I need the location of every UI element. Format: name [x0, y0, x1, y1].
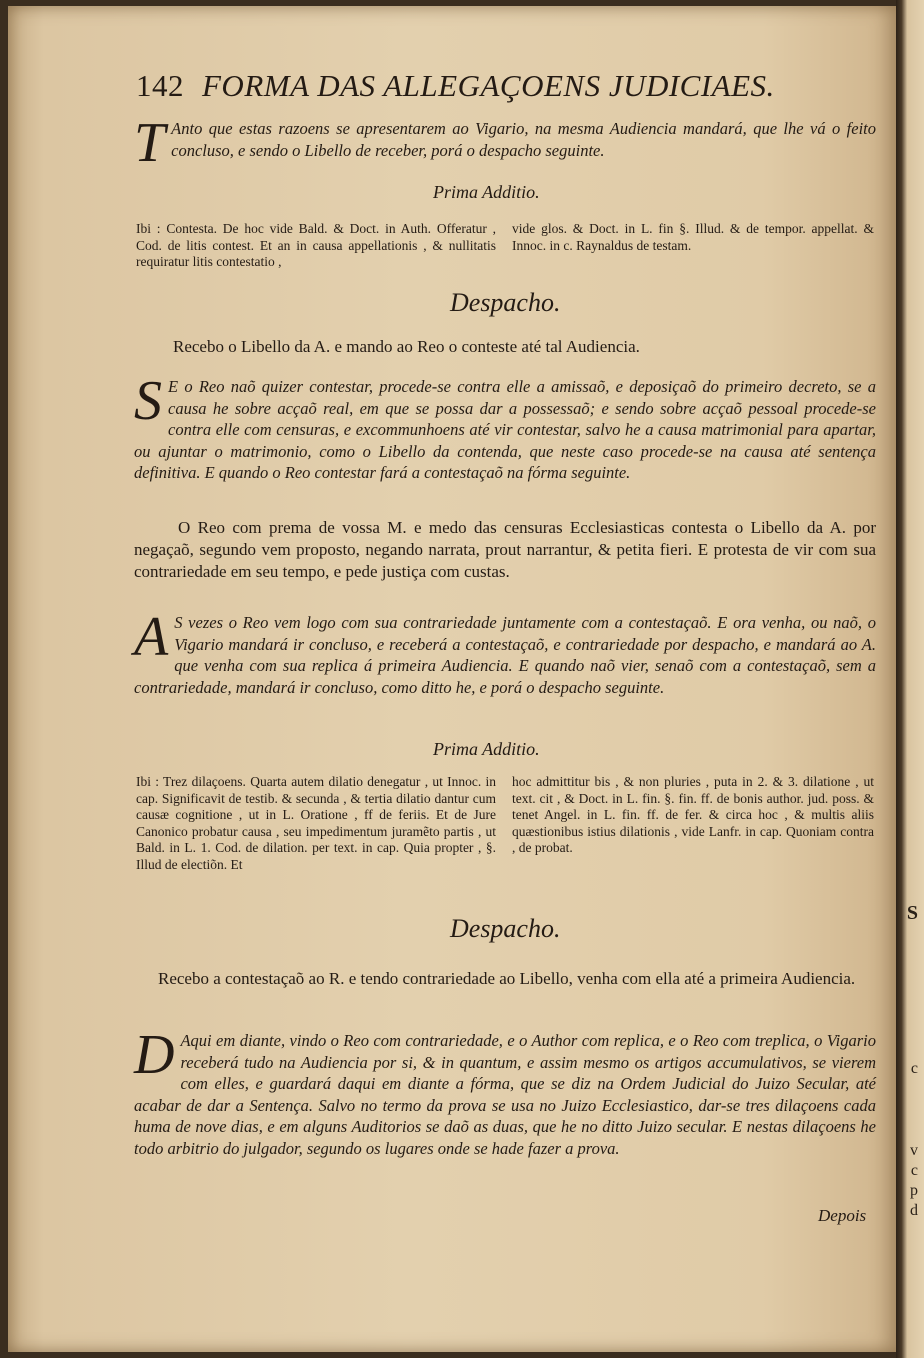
paragraph-2 — [134, 370, 876, 484]
drop-cap: T — [134, 112, 166, 174]
drop-cap: D — [134, 1024, 175, 1086]
despacho-heading: Despacho. — [450, 288, 561, 317]
paragraph-text: E o Reo naõ quizer contestar, procede-se contra elle a amissaõ, e deposiçaõ do primeiro decreto, se a causa he sobre acçaõ real, em que se possa dar a possessaõ; e sendo sobre acçaõ pessoal procede-se contra elle com censuras, e excommunhoens até vir contestar, salvo he a causa matrimonial para apartar, ou ajuntar o matrimonio, como o Libello da contenda, que neste caso procede-se na causa até sentença definitiva. E quando o Reo contestar fará a contestaçaõ na fórma seguinte. — [134, 377, 876, 483]
edge-letter: v — [910, 1142, 918, 1159]
paragraph-text: Aqui em diante, vindo o Reo com contrariedade, e o Author com replica, e o Reo com treplica, o Vigario receberá tudo na Audiencia por si, & in quantum, e assim mesmo os artigos accumulativos, se vierem com elles, e guardará daqui em diante a fórma, que se diz na Ordem Judicial do Juizo Secular, até acabar de dar a Sentença. Salvo no termo da prova se usa no Juizo Ecclesiastico, dar-se tres dilaçoens cada huma de nove dias, e em alguns Auditorios se daõ as duas, que he no ditto Juizo secular. E nestas dilaçoens he todo arbitrio do julgador, segundo os lugares onde se hade fazer a prova. — [134, 1031, 876, 1158]
edge-letter: c — [910, 1162, 918, 1179]
note-right-column: vide glos. & Doct. in L. fin §. Illud. & de tempor. appellat. & Innoc. in c. Raynaldus de testam. — [512, 221, 874, 253]
edge-letter: S — [906, 902, 918, 924]
paragraph-text: S vezes o Reo vem logo com sua contrariedade juntamente com a contestaçaõ. E ora venha, ou naõ, o Vigario mandará ir concluso, e receberá a contestaçaõ, e contrariedade por despacho, e mandará ao A. que venha com sua replica á primeira Audiencia. E quando naõ vier, senaõ com a contestaçaõ, sem a contrariedade, mandará ir concluso, como ditto he, e porá o despacho seguinte. — [134, 613, 876, 697]
drop-cap: A — [134, 606, 169, 668]
despacho-text: Recebo a contestaçaõ ao R. e tendo contrariedade ao Libello, venha com ella até a primeira Audiencia. — [158, 969, 856, 988]
addition-heading: Prima Additio. — [433, 182, 540, 202]
note-left-column: Ibi : Trez dilaçoens. Quarta autem dilatio denegatur , ut Innoc. in cap. Significavit de testib. & secunda , & tertia dilatio dantur cum causæ cognitione , ut in L. Oratione , ff de feriis. Et de Jure Canonico probatur causa , seu impedimentum juramẽto partis , ut Bald. in L. 1. Cod. de dilation. per text. in cap. Quia propter , §. Illud de electiõn. Et — [136, 774, 496, 872]
despacho-text: Recebo o Libello da A. e mando ao Reo o conteste até tal Audiencia. — [173, 337, 640, 356]
paragraph-3: O Reo com prema de vossa M. e medo das censuras Ecclesiasticas contesta o Libello da A. por negaçaõ, segundo vem proposto, negando narrata, prout narrantur, & petita fieri. E protesta de vir com sua contrariedade em seu tempo, e pede justiça com custas. — [134, 518, 876, 581]
paragraph-text: Anto que estas razoens se apresentarem ao Vigario, na mesma Audiencia mandará, que lhe vá o feito concluso, e sendo o Libello de receber, porá o despacho seguinte. — [171, 119, 876, 160]
drop-cap: S — [134, 370, 162, 432]
despacho-heading: Despacho. — [450, 914, 561, 943]
book-page — [8, 6, 896, 1352]
paragraph-5 — [134, 1024, 876, 1160]
next-page-edge — [896, 0, 924, 1358]
page-number: 142 — [136, 68, 184, 103]
addition-heading: Prima Additio. — [433, 739, 540, 759]
edge-letter: p — [910, 1182, 918, 1199]
note-right-column: hoc admittitur bis , & non pluries , puta in 2. & 3. dilatione , ut text. cit , & Doct. in L. fin. §. fin. ff. de bonis author. jud. poss. & tenet Angel. in L. fin. ff. de fer. & circa hoc , & multis aliis quæstionibus istius dilationis , vide Lanfr. in cap. Quoniam contra , de probat. — [512, 774, 874, 856]
paragraph-1 — [134, 112, 876, 174]
edge-letter: c — [910, 1060, 918, 1077]
catchword: Depois — [818, 1206, 867, 1225]
note-left-column: Ibi : Contesta. De hoc vide Bald. & Doct. in Auth. Offeratur , Cod. de litis contest. Et an in causa appellationis , & nullitatis requiratur litis contestatio , — [136, 221, 496, 270]
running-title: FORMA DAS ALLEGAÇOENS JUDICIAES. — [202, 68, 775, 103]
paragraph-4 — [134, 606, 876, 698]
edge-letter: d — [910, 1202, 918, 1219]
page-header — [136, 68, 775, 104]
